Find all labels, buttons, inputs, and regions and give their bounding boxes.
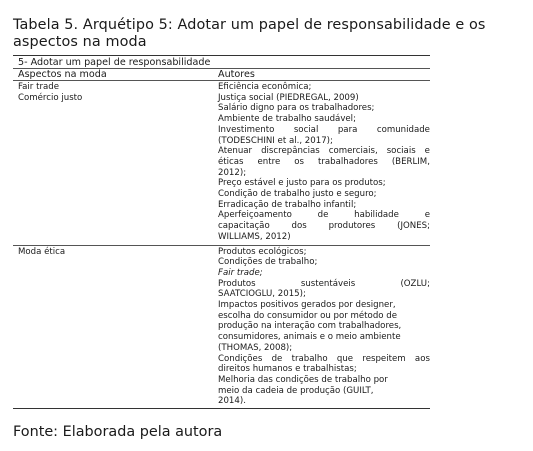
author-line: WILLIAMS, 2012) <box>218 231 291 242</box>
word: trabalhadores <box>318 156 378 167</box>
aspect-fair-trade: Fair trade <box>18 82 59 92</box>
author-line: Melhoria das condições de trabalho por <box>218 374 388 385</box>
word: (BERLIM, <box>391 156 430 167</box>
word: éticas <box>218 156 244 167</box>
word: sustentáveis <box>300 278 356 289</box>
word: entre <box>257 156 281 167</box>
author-line: Fair trade; <box>218 267 263 278</box>
row2-authors <box>218 247 430 408</box>
table-row <box>13 246 430 408</box>
word: Investimento <box>218 124 275 135</box>
word: (JONES; <box>397 221 430 232</box>
bottom-rule <box>13 408 430 409</box>
word: e <box>424 146 430 157</box>
word: social <box>293 124 319 135</box>
author-line: 2014). <box>218 396 246 407</box>
author-line: produção na interação com trabalhadores, <box>218 321 402 332</box>
author-line: consumidores, animais e o meio ambiente <box>218 332 401 343</box>
word: os <box>294 156 305 167</box>
word: Condições <box>218 353 263 364</box>
word: de <box>317 210 329 221</box>
author-line: Salário digno para os trabalhadores; <box>218 103 375 114</box>
word: dos <box>291 221 307 232</box>
source-note: Fonte: Elaborada pela autora <box>13 424 223 440</box>
author-line: Condição de trabalho justo e seguro; <box>218 189 377 200</box>
author-line <box>218 279 430 290</box>
author-line: escolha do consumidor ou por método de <box>218 310 398 321</box>
word: Produtos <box>218 278 256 289</box>
author-line: Ambiente de trabalho saudável; <box>218 114 356 125</box>
author-line: Eficiência econômica; <box>218 82 312 92</box>
author-line: Condições de trabalho; <box>218 257 318 268</box>
row2-aspects <box>13 247 218 408</box>
word: capacitação <box>218 221 270 232</box>
caption-line-1: Tabela 5. Arquétipo 5: Adotar um papel de responsabilidade e os <box>13 17 486 33</box>
row1-authors <box>218 82 430 243</box>
author-line: Erradicação de trabalho infantil; <box>218 199 357 210</box>
word: comerciais, <box>328 146 378 157</box>
aspect-comercio-justo: Comércio justo <box>18 92 83 103</box>
aspect-moda-etica: Moda ética <box>18 246 66 257</box>
author-line: Preço estável e justo para os produtos; <box>218 178 386 189</box>
author-line <box>218 221 430 232</box>
word: aos <box>414 353 430 364</box>
author-line <box>218 354 430 365</box>
word: que <box>336 353 354 364</box>
word: trabalho <box>291 353 328 364</box>
word: e <box>424 210 430 221</box>
table-caption <box>13 17 518 51</box>
word: Atenuar <box>218 146 253 157</box>
archetype-table <box>13 55 430 409</box>
word: sociais <box>386 146 416 157</box>
author-line: direitos humanos e trabalhistas; <box>218 364 357 375</box>
table-row <box>13 81 430 243</box>
section-title: 5- Adotar um papel de responsabilidade <box>18 57 211 68</box>
word: comunidade <box>376 124 430 135</box>
author-line: (THOMAS, 2008); <box>218 342 293 353</box>
word: discrepâncias <box>261 146 320 157</box>
word: (OZLU; <box>400 278 430 289</box>
author-line <box>218 146 430 157</box>
author-line <box>218 210 430 221</box>
header-authors: Autores <box>218 69 255 80</box>
header-aspects: Aspectos na moda <box>18 69 107 80</box>
header-row <box>13 69 430 80</box>
author-line: (TODESCHINI et al., 2017); <box>218 135 333 146</box>
author-line: Produtos ecológicos; <box>218 246 307 257</box>
author-line: SAATCIOGLU, 2015); <box>218 289 306 300</box>
author-line: meio da cadeia de produção (GUILT, <box>218 385 374 396</box>
author-line: Justiça social (PIEDREGAL, 2009) <box>218 92 359 103</box>
caption-line-2: aspectos na moda <box>13 34 147 50</box>
word: para <box>337 124 358 135</box>
author-line: 2012); <box>218 167 247 178</box>
author-line <box>218 125 430 136</box>
word: de <box>271 353 283 364</box>
word: Aperfeiçoamento <box>218 210 292 221</box>
author-line: Impactos positivos gerados por designer, <box>218 300 396 311</box>
row1-aspects <box>13 82 218 243</box>
word: respeitem <box>362 353 406 364</box>
word: habilidade <box>354 210 399 221</box>
word: produtores <box>328 221 376 232</box>
author-line <box>218 157 430 168</box>
